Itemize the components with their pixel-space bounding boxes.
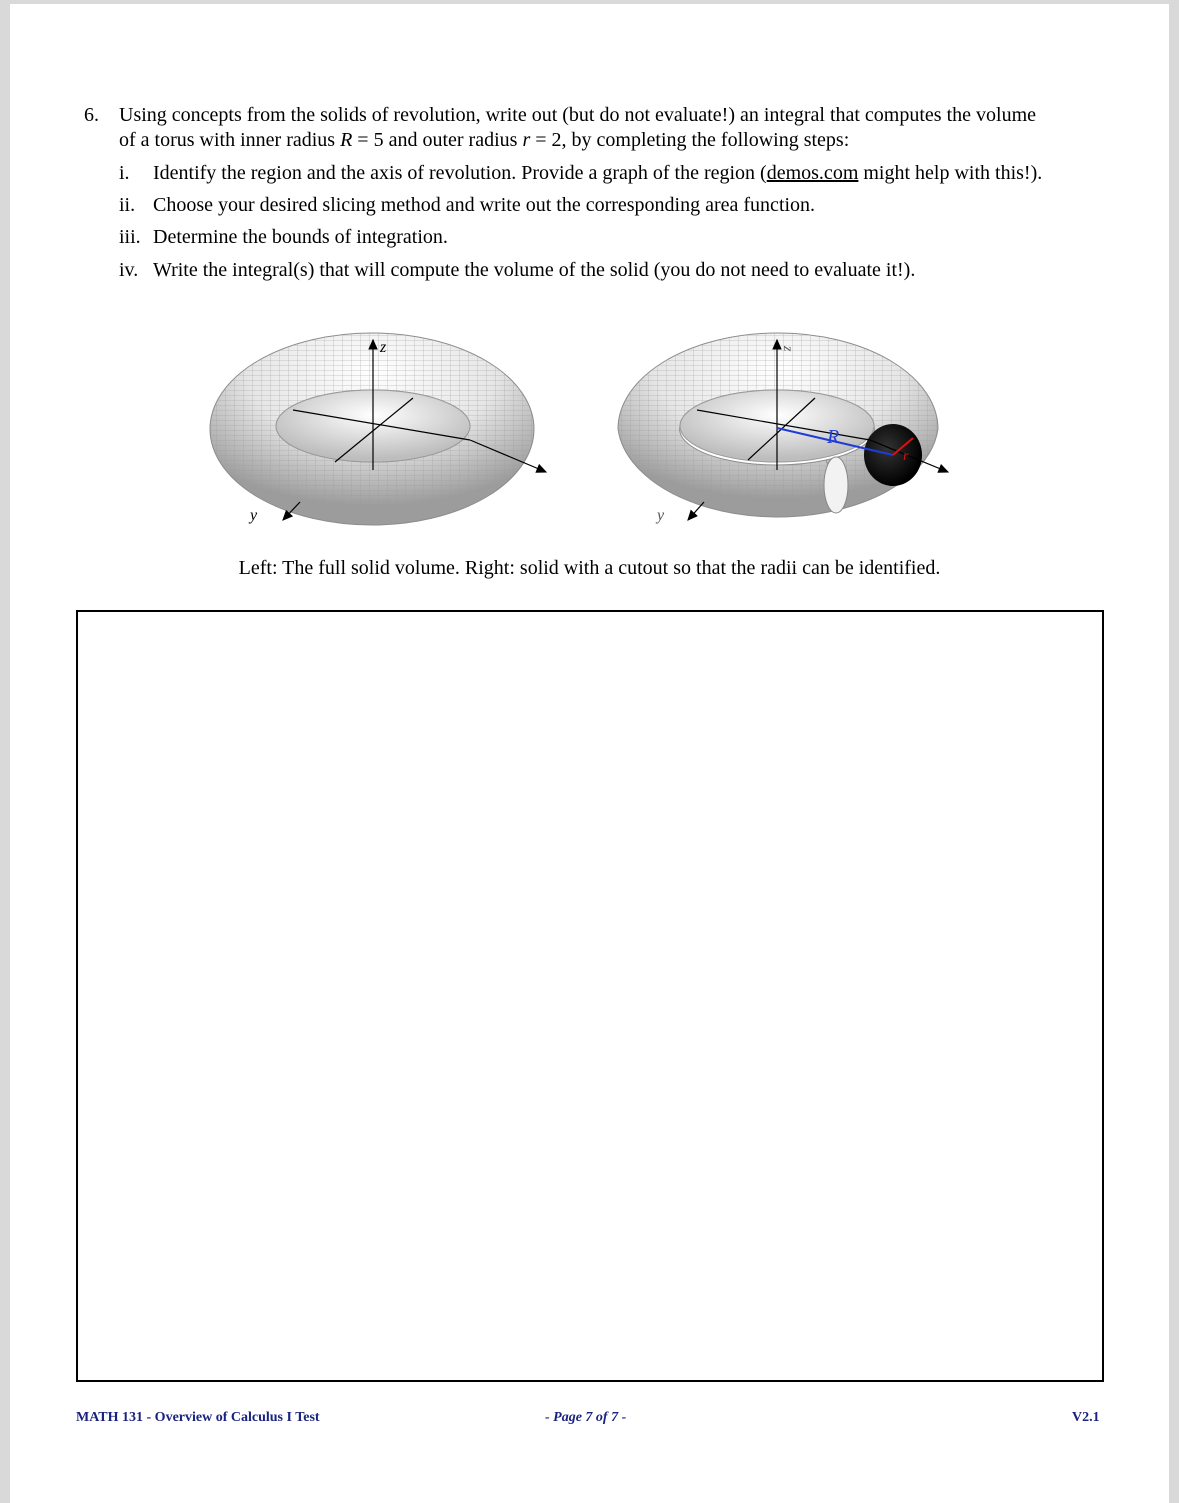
axis-label-z-left: z xyxy=(380,339,387,356)
label-r: r xyxy=(903,449,909,464)
step-number: ii. xyxy=(119,194,136,216)
footer-version: V2.1 xyxy=(1072,1410,1100,1425)
question-line-1: Using concepts from the solids of revolution, write out (but do not evaluate!) an integral that computes the volume xyxy=(119,104,1037,126)
r-symbol: r xyxy=(522,129,531,151)
label-R: R xyxy=(827,426,840,448)
question-line-2a: of a torus with inner radius xyxy=(119,129,341,151)
question-number: 6. xyxy=(84,104,99,126)
full-torus xyxy=(210,333,546,525)
step-number: iii. xyxy=(119,226,141,248)
axis-label-z-right: z xyxy=(780,346,795,352)
question-line-2c: = 2, by completing the following steps: xyxy=(530,129,850,151)
footer-page: - Page 7 of 7 - xyxy=(545,1410,627,1425)
step-1-text-a: Identify the region and the axis of revolution. Provide a graph of the region ( xyxy=(153,162,767,184)
step-1-text-b: might help with this!). xyxy=(858,162,1043,184)
step-number: iv. xyxy=(119,259,139,281)
cutout-torus xyxy=(618,333,948,520)
question-line-2b: = 5 and outer radius xyxy=(352,129,523,151)
figure-caption: Left: The full solid volume. Right: solid with a cutout so that the radii can be identified. xyxy=(238,557,941,579)
footer-course: MATH 131 - Overview of Calculus I Test xyxy=(76,1410,320,1425)
step-text: Write the integral(s) that will compute the volume of the solid (you do not need to evaluate it!). xyxy=(153,259,916,281)
axis-label-y-right: y xyxy=(657,507,665,524)
axis-label-y-left: y xyxy=(250,507,258,524)
step-text: Choose your desired slicing method and write out the corresponding area function. xyxy=(153,194,816,216)
step-number: i. xyxy=(119,162,130,184)
answer-box[interactable] xyxy=(76,610,1104,1382)
step-text: Determine the bounds of integration. xyxy=(153,226,448,248)
R-symbol: R xyxy=(340,129,353,151)
torus-figure xyxy=(0,0,1179,600)
demos-link[interactable]: demos.com xyxy=(766,162,859,184)
